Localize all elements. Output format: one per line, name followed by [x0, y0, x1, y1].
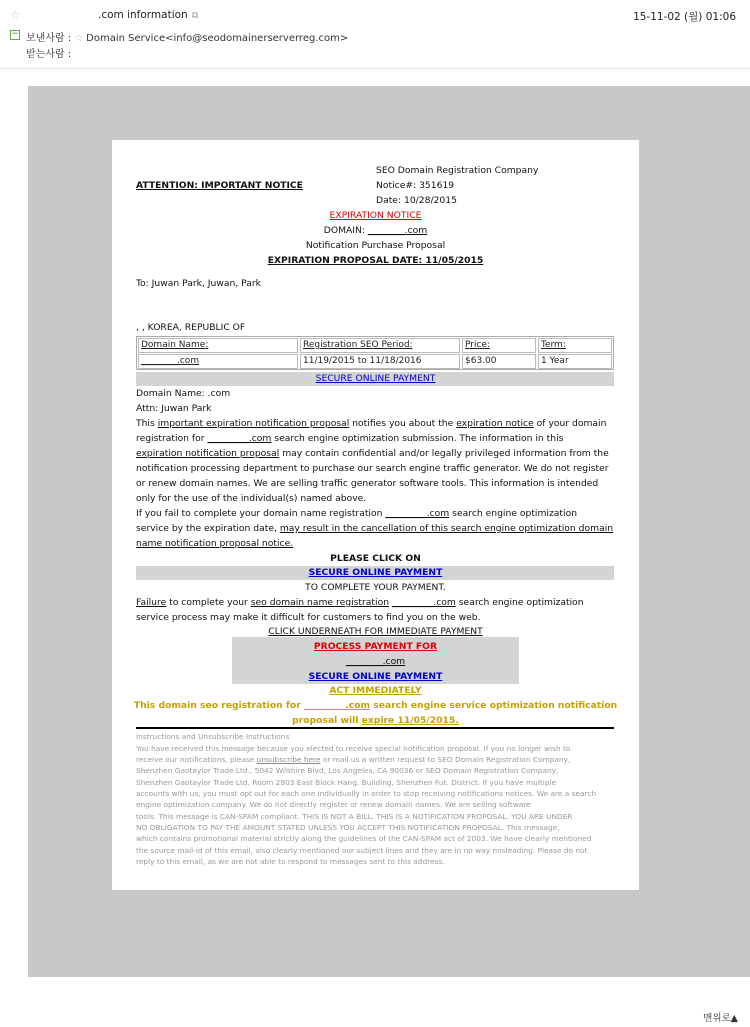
body-underlined: _________.com — [207, 433, 272, 444]
star-icon[interactable]: ☆ — [10, 8, 21, 22]
body-text: proposal will — [292, 715, 362, 726]
body-text: search engine optimization — [449, 508, 578, 519]
recipient-name: To: Juwan Park, Juwan, Park — [136, 278, 261, 289]
body-line: only for the use of the individual(s) named above. — [136, 493, 367, 504]
header-divider — [0, 68, 750, 69]
body-line — [136, 418, 606, 429]
body-text: may contain confidential and/or legally privileged information from the — [279, 448, 609, 459]
body-text: to complete your — [166, 597, 251, 608]
sender-row — [10, 29, 710, 43]
collapse-icon[interactable]: − — [11, 29, 19, 39]
body-underlined: name notification proposal notice. — [136, 538, 294, 549]
body-text: This — [136, 418, 158, 429]
seo-registration-line — [112, 700, 639, 711]
expire-date-link[interactable]: expire 11/05/2015. — [361, 715, 459, 726]
body-underlined: seo domain name registration — [250, 597, 390, 608]
back-to-top-link[interactable]: 맨위로▲ — [703, 1013, 738, 1024]
domain-name-line: Domain Name: .com — [136, 388, 231, 399]
body-text: If you fail to complete your domain name registration — [136, 508, 386, 519]
table-cell: 11/19/2015 to 11/18/2016 — [300, 354, 460, 369]
secure-payment-link[interactable]: SECURE ONLINE PAYMENT — [315, 373, 436, 384]
table-header: Term: — [538, 338, 612, 353]
notice-document — [112, 140, 639, 890]
table-header: Domain Name: — [138, 338, 298, 353]
company-name: SEO Domain Registration Company — [376, 165, 539, 176]
registration-table — [136, 336, 614, 370]
mail-subject — [98, 9, 198, 21]
expiration-notice-title: EXPIRATION NOTICE — [329, 210, 422, 221]
from-label: 보낸사람 : — [26, 33, 72, 44]
click-underneath-text: CLICK UNDERNEATH FOR IMMEDIATE PAYMENT — [268, 626, 483, 637]
body-text: search engine optimization — [455, 597, 584, 608]
table-cell: $63.00 — [462, 354, 536, 369]
body-line — [136, 508, 577, 519]
failure-line-2: service process may make it difficult for customers to find you on the web. — [136, 612, 481, 623]
sender-star-icon[interactable]: ☆ — [74, 33, 84, 44]
body-line — [136, 538, 293, 549]
subject-text: .com information — [98, 9, 188, 21]
sender-info — [26, 29, 348, 44]
body-line — [136, 448, 609, 459]
unsubscribe-line: You have received this message because you elected to receive special notification proposal. If you no longer wish to — [136, 744, 571, 753]
unsubscribe-line — [136, 754, 570, 765]
mail-header — [0, 0, 750, 68]
notice-date: Date: 10/28/2015 — [376, 195, 457, 206]
body-line: notification processing department to purchase our search engine traffic generator. We do not register — [136, 463, 609, 474]
unsubscribe-line: Shenzhen Gaotaylor Trade Ltd, Room 2903 East Block Hang. Building, Shenzhen Fut. District. If you have multiple — [136, 778, 557, 787]
process-domain: ________.com — [345, 656, 406, 667]
body-text: search engine optimization submission. The information in this — [271, 433, 564, 444]
body-text: of your domain — [533, 418, 607, 429]
body-text: search engine service optimization notification — [370, 700, 618, 711]
table-header: Registration SEO Period: — [300, 338, 460, 353]
unsubscribe-line: accounts with us, you must opt out for each one individually in order to stop receiving notifications notices. We are a search — [136, 789, 597, 798]
attn-line: Attn: Juwan Park — [136, 403, 212, 414]
body-underlined: _________.com — [303, 700, 371, 711]
notice-number: Notice#: 351619 — [376, 180, 455, 191]
please-click-heading: PLEASE CLICK ON — [330, 553, 421, 564]
attention-heading: ATTENTION: IMPORTANT NOTICE — [136, 180, 303, 191]
unsubscribe-line: Shenzhen Gaotaylor Trade Ltd., 5042 Wilshire Blvd, Los Angeles, CA 90036 or SEO Domain Registration Company, — [136, 766, 559, 775]
unsubscribe-line: which contains promotional material strictly along the guidelines of the CAN-SPAM act of 2003. We have clearly mentioned — [136, 834, 592, 843]
recipient-row: 받는사람 : — [26, 49, 72, 60]
unsubscribe-line: engine optimization company. We do not directly register or renew domain names. We are selling software — [136, 800, 531, 809]
table-cell: 1 Year — [538, 354, 612, 369]
body-underlined: _________.com — [391, 597, 456, 608]
divider-line — [136, 727, 614, 729]
purchase-proposal: Notification Purchase Proposal — [305, 240, 446, 251]
body-underlined: expiration notice — [456, 418, 534, 429]
unsubscribe-line: the source mail-id of this email, also clearly mentioned our subject lines and they are in no way misleading. Please do not — [136, 846, 588, 855]
body-underlined: may result in the cancellation of this search engine optimization domain — [279, 523, 614, 534]
body-line — [136, 433, 563, 444]
unsubscribe-link[interactable]: unsubscribe here — [256, 755, 321, 764]
to-complete-text: TO COMPLETE YOUR PAYMENT. — [305, 582, 446, 593]
body-line — [136, 523, 613, 534]
mail-datetime: 15-11-02 (월) 01:06 — [633, 11, 736, 23]
body-underlined: _________.com — [385, 508, 450, 519]
body-text: service by the expiration date, — [136, 523, 280, 534]
unsubscribe-title: Instructions and Unsubscribe Instructions — [136, 732, 290, 741]
body-text: registration for — [136, 433, 208, 444]
seo-registration-line-2 — [112, 715, 639, 726]
from-address[interactable]: Domain Service<info@seodomainerserverreg.com> — [86, 33, 349, 44]
unsubscribe-line: reply to this email, as we are not able to respond to messages sent to this address. — [136, 857, 445, 866]
secure-payment-link-3[interactable]: SECURE ONLINE PAYMENT — [308, 671, 443, 682]
body-text: This domain seo registration for — [133, 700, 304, 711]
unsubscribe-line: NO OBLIGATION TO PAY THE AMOUNT STATED UNLESS YOU ACCEPT THIS NOTIFICATION PROPOSAL. This message, — [136, 823, 560, 832]
body-underlined: important expiration notification proposal — [157, 418, 350, 429]
proposal-date: EXPIRATION PROPOSAL DATE: 11/05/2015 — [267, 255, 484, 266]
domain-label: DOMAIN: — [323, 225, 365, 236]
failure-word: Failure — [136, 597, 167, 608]
unsubscribe-text: receive our notifications, please — [136, 755, 257, 764]
recipient-address: , , KOREA, REPUBLIC OF — [136, 322, 246, 333]
secure-payment-link-2[interactable]: SECURE ONLINE PAYMENT — [308, 567, 443, 578]
body-text: notifies you about the — [349, 418, 457, 429]
body-line: or renew domain names. We are selling traffic generator software tools. This information is intended — [136, 478, 599, 489]
domain-value: ________.com — [367, 225, 428, 236]
popout-icon[interactable]: ⧉ — [191, 11, 199, 21]
act-immediately-link[interactable]: ACT IMMEDIATELY — [329, 685, 422, 696]
table-cell: ________.com — [138, 354, 298, 369]
unsubscribe-line: tools. This message is CAN-SPAM compliant. THIS IS NOT A BILL. THIS IS A NOTIFICATION PROPOSAL. YOU ARE UNDER — [136, 812, 573, 821]
unsubscribe-text: or mail us a written request to SEO Domain Registration Company, — [320, 755, 571, 764]
body-underlined: expiration notification proposal — [136, 448, 280, 459]
failure-line — [136, 597, 584, 608]
table-header: Price: — [462, 338, 536, 353]
process-payment-link[interactable]: PROCESS PAYMENT FOR — [313, 641, 438, 652]
domain-line — [112, 225, 639, 236]
subject-row — [10, 9, 740, 23]
